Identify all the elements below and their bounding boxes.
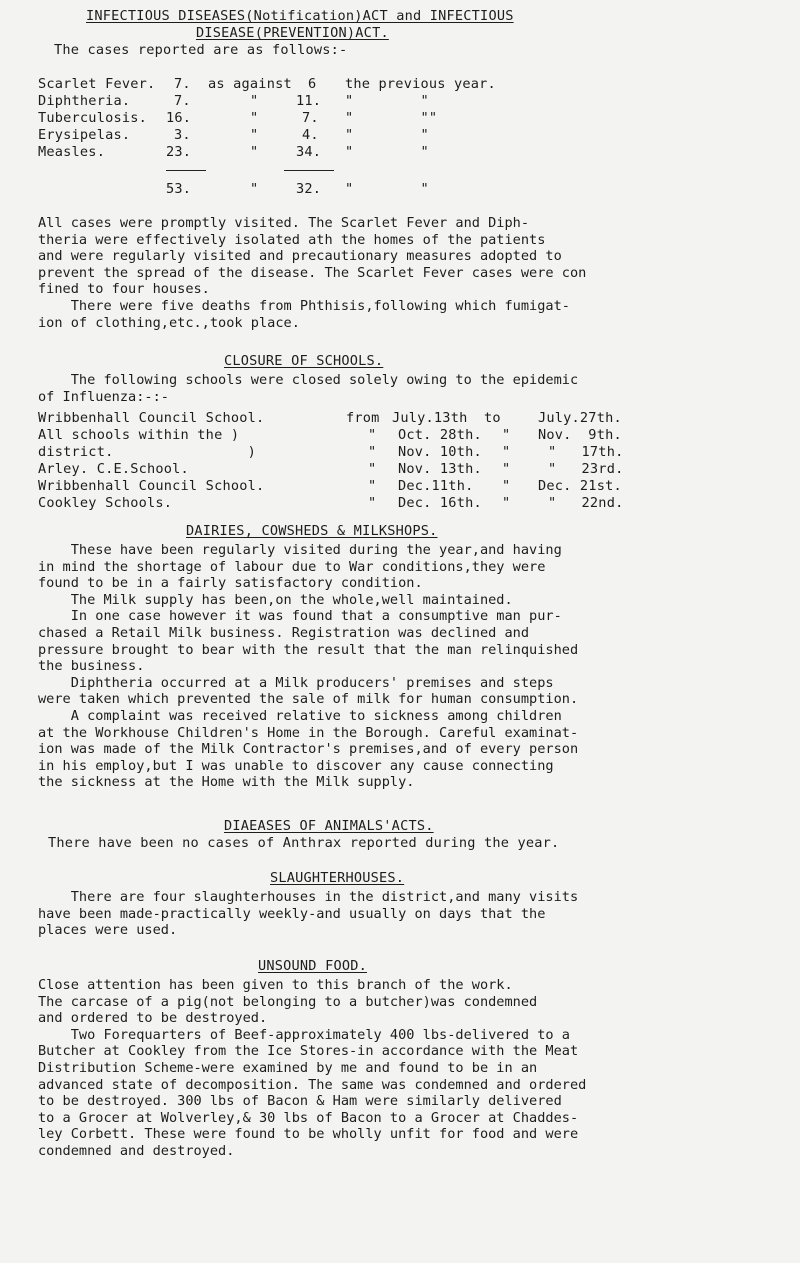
disease-name: Diphtheria.	[38, 93, 131, 109]
case-count: 7.	[174, 93, 191, 109]
comparison-tail: " ""	[345, 110, 438, 126]
closure-intro: The following schools were closed solely owing to the epidemic of Influenza:-:-	[38, 372, 579, 405]
start-date: July.13th	[392, 410, 468, 426]
comparison-text: "	[250, 93, 259, 109]
end-date: July.27th.	[538, 410, 622, 426]
case-count: 3.	[174, 127, 191, 143]
start-date: Oct. 28th.	[398, 427, 482, 443]
case-count: 16.	[166, 110, 192, 126]
intro-text: The cases reported are as follows:-	[54, 42, 348, 58]
closure-heading: CLOSURE OF SCHOOLS.	[224, 353, 384, 369]
comparison-tail: " "	[345, 181, 429, 197]
page-title: INFECTIOUS DISEASES(Notification)ACT and INFECTIOUS	[86, 8, 514, 24]
start-date: Dec.11th.	[398, 478, 474, 494]
previous-count: 6	[308, 76, 317, 92]
start-date: Nov. 13th.	[398, 461, 482, 477]
comparison-tail: " "	[345, 93, 429, 109]
comparison-text: "	[250, 127, 259, 143]
comparison-text: "	[250, 110, 259, 126]
from-label: "	[368, 478, 377, 494]
from-label: "	[368, 427, 377, 443]
end-date: " 23rd.	[548, 461, 624, 477]
food-paragraph: Close attention has been given to this branch of the work. The carcase of a pig(not belonging to a butcher)was condemned and ordered to be destroyed. Two Forequarters of Beef-approximately 400 lbs-delivered to a Butcher at Cookley from the Ice Stores-in accordance with the Meat Distribution Scheme-were examined by me and found to be in an advanced state of decomposition. The same was condemned and ordered to be destroyed. 300 lbs of Bacon & Ham were similarly delivered to a Grocer at Wolverley,& 30 lbs of Bacon to a Grocer at Chaddes- ley Corbett. These were found to be wholly unfit for food and were condemned and destroyed.	[38, 977, 587, 1159]
end-date: Nov. 9th.	[538, 427, 622, 443]
to-label: "	[502, 478, 511, 494]
total-count: 53.	[166, 181, 192, 197]
total-rule	[166, 170, 206, 171]
comparison-text: "	[250, 144, 259, 160]
from-label: "	[368, 461, 377, 477]
slaughter-heading: SLAUGHTERHOUSES.	[270, 870, 405, 886]
previous-count: 11.	[296, 93, 322, 109]
from-label: "	[368, 495, 377, 511]
dairies-heading: DAIRIES, COWSHEDS & MILKSHOPS.	[186, 523, 438, 539]
case-count: 7.	[174, 76, 191, 92]
animals-heading: DIAEASES OF ANIMALS'ACTS.	[224, 818, 434, 834]
comparison-text: "	[250, 181, 259, 197]
school-name: Arley. C.E.School.	[38, 461, 189, 477]
disease-name: Erysipelas.	[38, 127, 131, 143]
previous-count: 4.	[302, 127, 319, 143]
disease-name: Tuberculosis.	[38, 110, 147, 126]
total-previous-count: 32.	[296, 181, 322, 197]
start-date: Dec. 16th.	[398, 495, 482, 511]
end-date: " 17th.	[548, 444, 624, 460]
comparison-tail: the previous year.	[345, 76, 496, 92]
to-label: "	[502, 495, 511, 511]
previous-count: 7.	[302, 110, 319, 126]
school-name: Cookley Schools.	[38, 495, 173, 511]
to-label: to	[484, 410, 501, 426]
comparison-text: as against	[208, 76, 292, 92]
previous-count: 34.	[296, 144, 322, 160]
to-label: "	[502, 444, 511, 460]
case-count: 23.	[166, 144, 192, 160]
end-date: Dec. 21st.	[538, 478, 622, 494]
dairies-paragraph: These have been regularly visited during the year,and having in mind the shortage of labour due to War conditions,they were found to be in a fairly satisfactory condition. The Milk supply has been,on the whole,well maintained. In one case however it was found that a consumptive man pur- chased a Retail Milk business. Registration was declined and pressure brought to bear with the result that the man relinquished the business. Diphtheria occurred at a Milk producers' premises and steps were taken which prevented the sale of milk for human consumption. A complaint was received relative to sickness among children at the Workhouse Children's Home in the Borough. Careful examinat- ion was made of the Milk Contractor's premises,and of every person in his employ,but I was unable to discover any cause connecting the sickness at the Home with the Milk supply.	[38, 542, 579, 791]
animals-paragraph: There have been no cases of Anthrax reported during the year.	[48, 835, 560, 851]
school-name: Wribbenhall Council School.	[38, 478, 265, 494]
school-name: All schools within the )	[38, 427, 240, 443]
end-date: " 22nd.	[548, 495, 624, 511]
to-label: "	[502, 427, 511, 443]
comparison-tail: " "	[345, 144, 429, 160]
from-label: "	[368, 444, 377, 460]
start-date: Nov. 10th.	[398, 444, 482, 460]
disease-name: Measles.	[38, 144, 106, 160]
from-label: from	[346, 410, 380, 426]
to-label: "	[502, 461, 511, 477]
comparison-tail: " "	[345, 127, 429, 143]
school-name: district. )	[38, 444, 256, 460]
cases-paragraph: All cases were promptly visited. The Scarlet Fever and Diph- theria were effectively isolated ath the homes of the patients and were regularly visited and precautionary measures adopted to prevent the spread of the disease. The Scarlet Fever cases were con fined to four houses. There were five deaths from Phthisis,following which fumigat- ion of clothing,etc.,took place.	[38, 215, 587, 331]
disease-name: Scarlet Fever.	[38, 76, 156, 92]
slaughter-paragraph: There are four slaughterhouses in the district,and many visits have been made-practically weekly-and usually on days that the places were used.	[38, 889, 579, 939]
total-rule	[284, 170, 334, 171]
page-subtitle: DISEASE(PREVENTION)ACT.	[196, 25, 389, 41]
school-name: Wribbenhall Council School.	[38, 410, 265, 426]
food-heading: UNSOUND FOOD.	[258, 958, 367, 974]
